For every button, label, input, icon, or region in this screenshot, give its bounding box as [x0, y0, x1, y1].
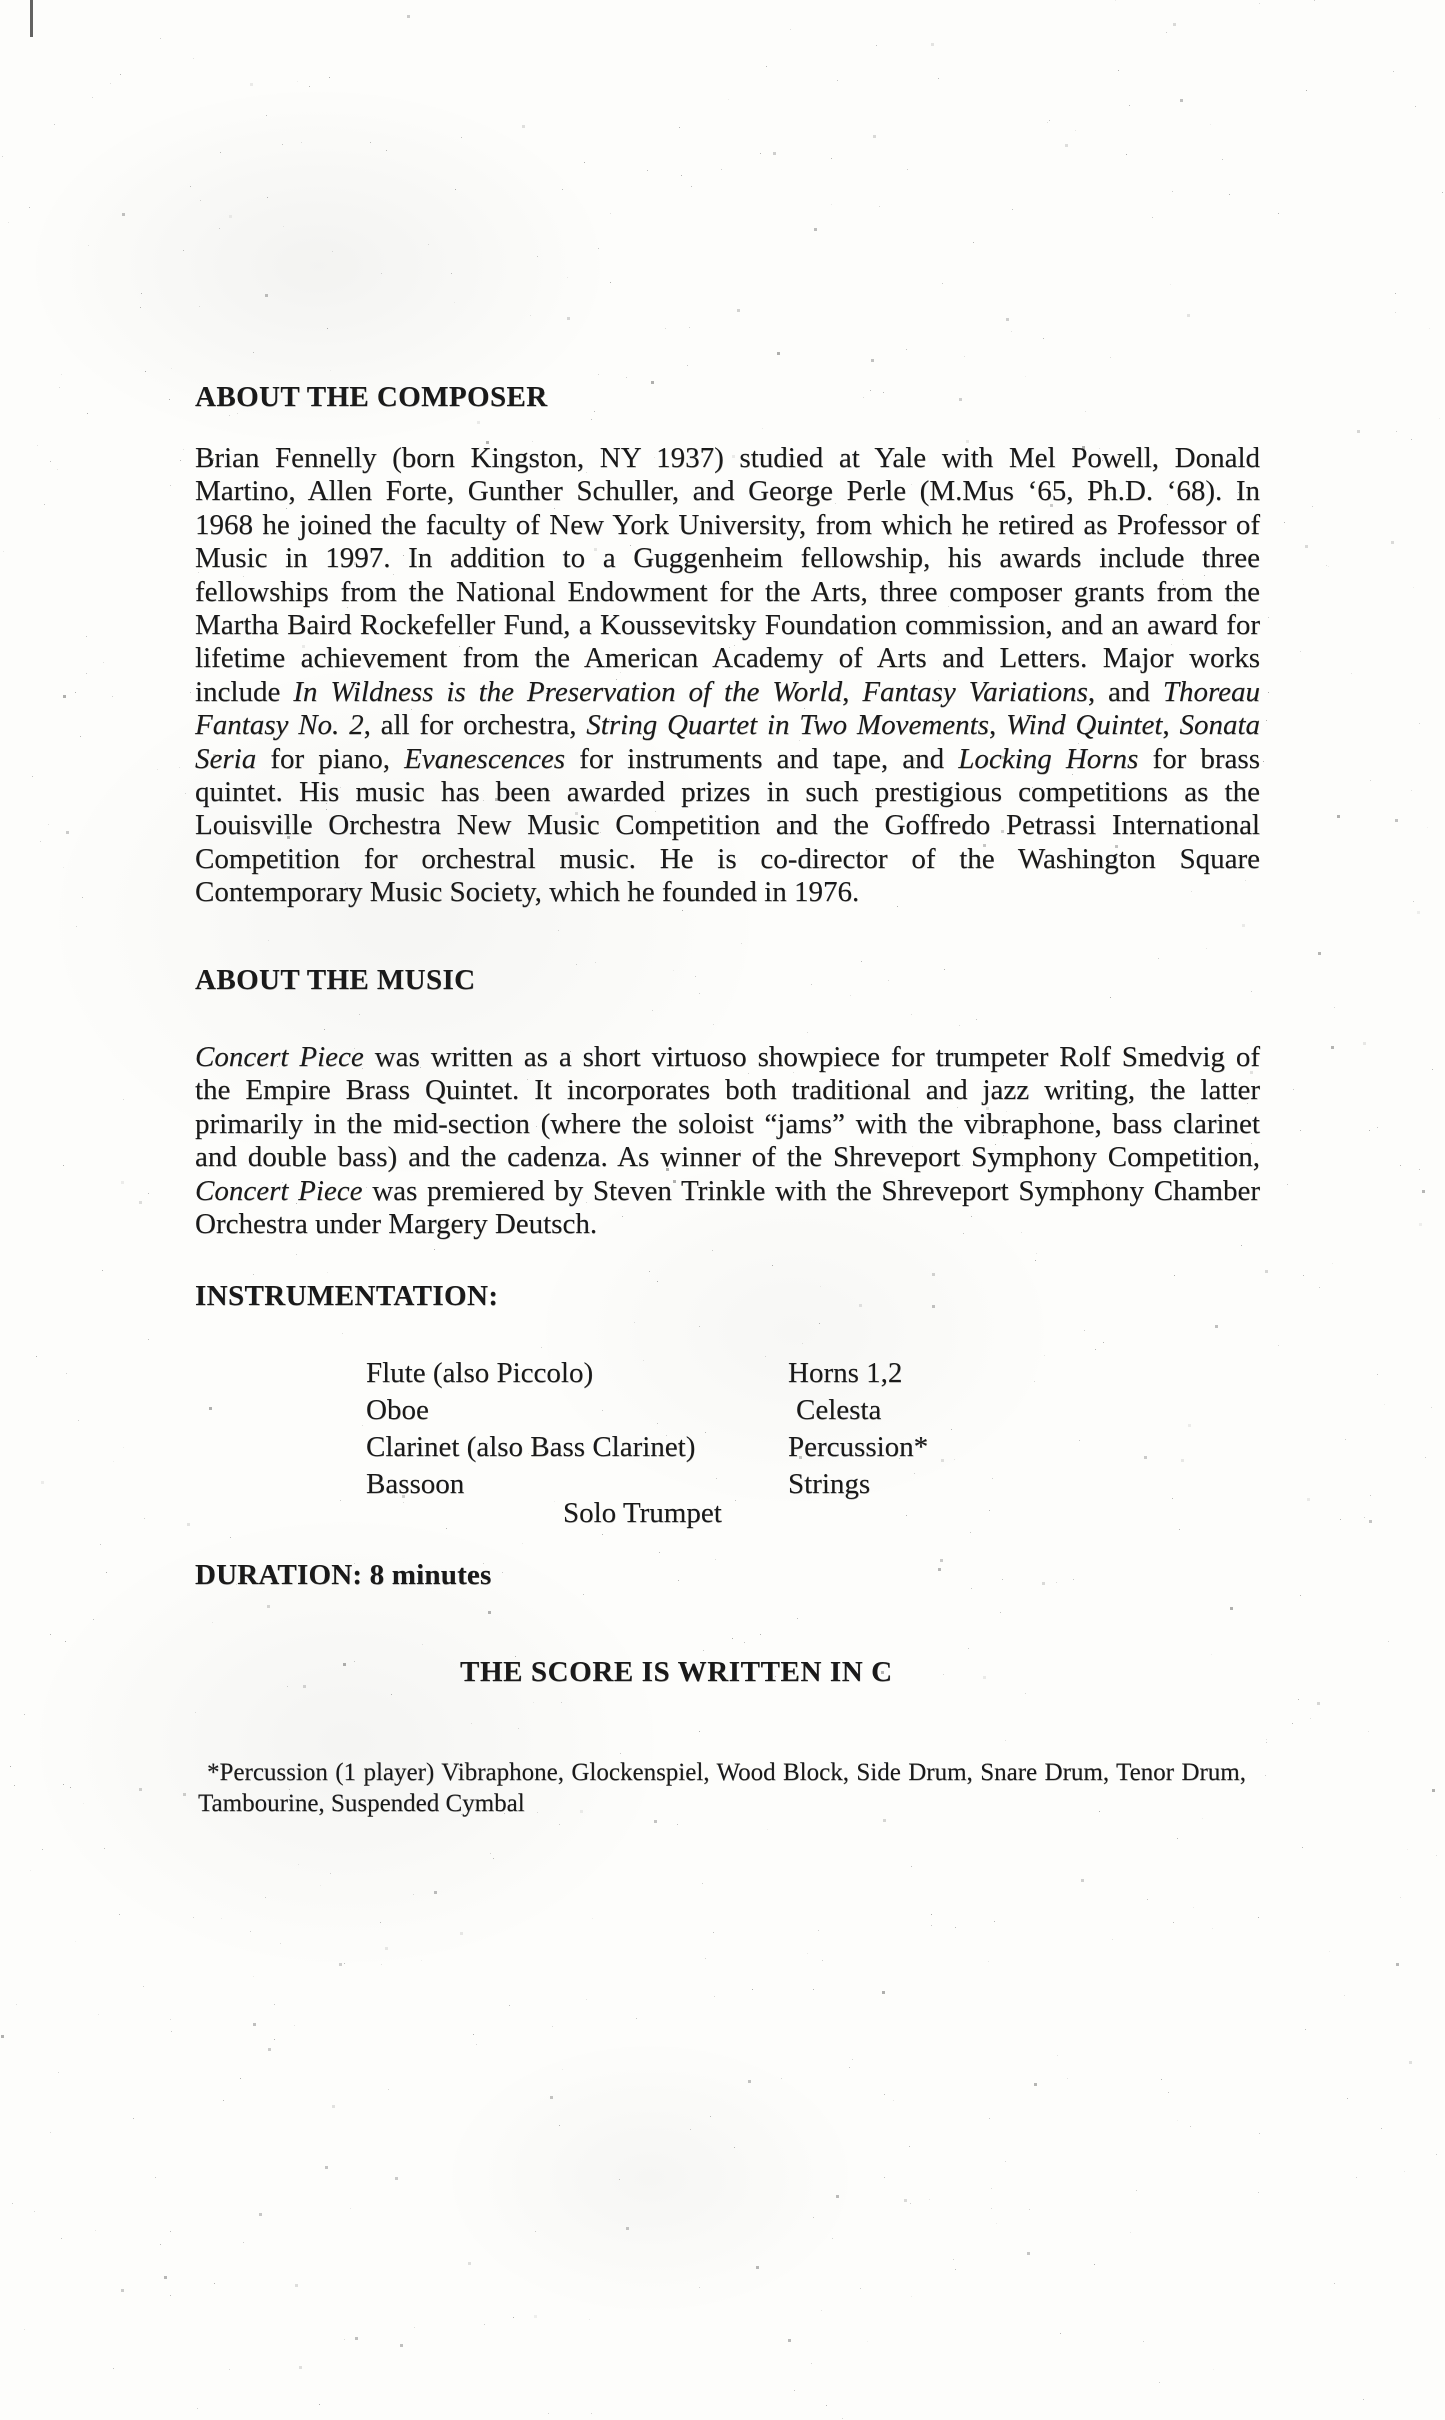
list-item: Clarinet (also Bass Clarinet): [366, 1431, 696, 1463]
list-item: Horns 1,2: [788, 1357, 903, 1389]
list-item: Bassoon: [366, 1468, 465, 1500]
percussion-footnote: [198, 1757, 1246, 1819]
section-heading-about-composer: ABOUT THE COMPOSER: [195, 381, 548, 413]
list-item: Strings: [788, 1468, 871, 1500]
list-item: Oboe: [366, 1394, 429, 1426]
text-line: primarily in the mid-section (where the soloist “jams” with the vibraphone, bass clarinet: [195, 1107, 1260, 1140]
scan-artifact-line: [30, 0, 33, 37]
instrumentation-left-column: [366, 1355, 695, 1503]
about-music-paragraph: [195, 1041, 1260, 1241]
text-line: Brian Fennelly (born Kingston, NY 1937) studied at Yale with Mel Powell, Donald: [195, 442, 1260, 474]
text-line: Martha Baird Rockefeller Fund, a Koussevitsky Foundation commission, and an award for: [195, 609, 1260, 642]
text-line: Tambourine, Suspended Cymbal: [198, 1790, 525, 1817]
score-note-line: THE SCORE IS WRITTEN IN C: [460, 1656, 893, 1688]
list-item: Percussion*: [788, 1431, 929, 1463]
text-line: Concert Piece was written as a short virtuoso showpiece for trumpeter Rolf Smedvig of: [195, 1041, 1260, 1073]
text-line: quintet. His music has been awarded prizes in such prestigious competitions as the: [195, 776, 1260, 809]
section-heading-instrumentation: INSTRUMENTATION:: [195, 1280, 499, 1312]
text-line: Seria for piano, Evanescences for instruments and tape, and Locking Horns for brass: [195, 742, 1261, 775]
text-line: 1968 he joined the faculty of New York University, from which he retired as Professor of: [195, 508, 1260, 541]
text-line: Concert Piece was premiered by Steven Trinkle with the Shreveport Symphony Chamber: [195, 1174, 1260, 1207]
about-composer-paragraph: [195, 442, 1260, 910]
duration-line: DURATION: 8 minutes: [195, 1559, 492, 1591]
text-line: and double bass) and the cadenza. As winner of the Shreveport Symphony Competition,: [195, 1141, 1260, 1174]
instrumentation-right-column: [788, 1355, 928, 1503]
text-line: Orchestra under Margery Deutsch.: [195, 1208, 598, 1241]
text-line: *Percussion (1 player) Vibraphone, Glockenspiel, Wood Block, Side Drum, Snare Drum, Tenor Drum,: [207, 1759, 1246, 1786]
section-heading-about-music: ABOUT THE MUSIC: [195, 964, 476, 996]
text-line: Fantasy No. 2, all for orchestra, String Quartet in Two Movements, Wind Quintet, Sonata: [195, 709, 1260, 742]
text-line: Contemporary Music Society, which he founded in 1976.: [195, 876, 860, 909]
scan-noise-layer: [0, 0, 1, 1]
list-item: Celesta: [796, 1394, 882, 1426]
text-line: Music in 1997. In addition to a Guggenheim fellowship, his awards include three: [195, 542, 1260, 575]
text-line: Louisville Orchestra New Music Competition and the Goffredo Petrassi International: [195, 809, 1260, 842]
text-line: include In Wildness is the Preservation of the World, Fantasy Variations, and Thoreau: [195, 675, 1261, 708]
text-line: Competition for orchestral music. He is co-director of the Washington Square: [195, 842, 1260, 875]
list-item: Flute (also Piccolo): [366, 1357, 594, 1389]
text-line: lifetime achievement from the American Academy of Arts and Letters. Major works: [195, 642, 1260, 675]
text-line: the Empire Brass Quintet. It incorporates both traditional and jazz writing, the latter: [195, 1074, 1260, 1107]
text-line: fellowships from the National Endowment for the Arts, three composer grants from the: [195, 575, 1260, 608]
text-line: Martino, Allen Forte, Gunther Schuller, and George Perle (M.Mus ‘65, Ph.D. ‘68). In: [195, 475, 1260, 508]
instrumentation-solo-trumpet: Solo Trumpet: [563, 1497, 722, 1529]
